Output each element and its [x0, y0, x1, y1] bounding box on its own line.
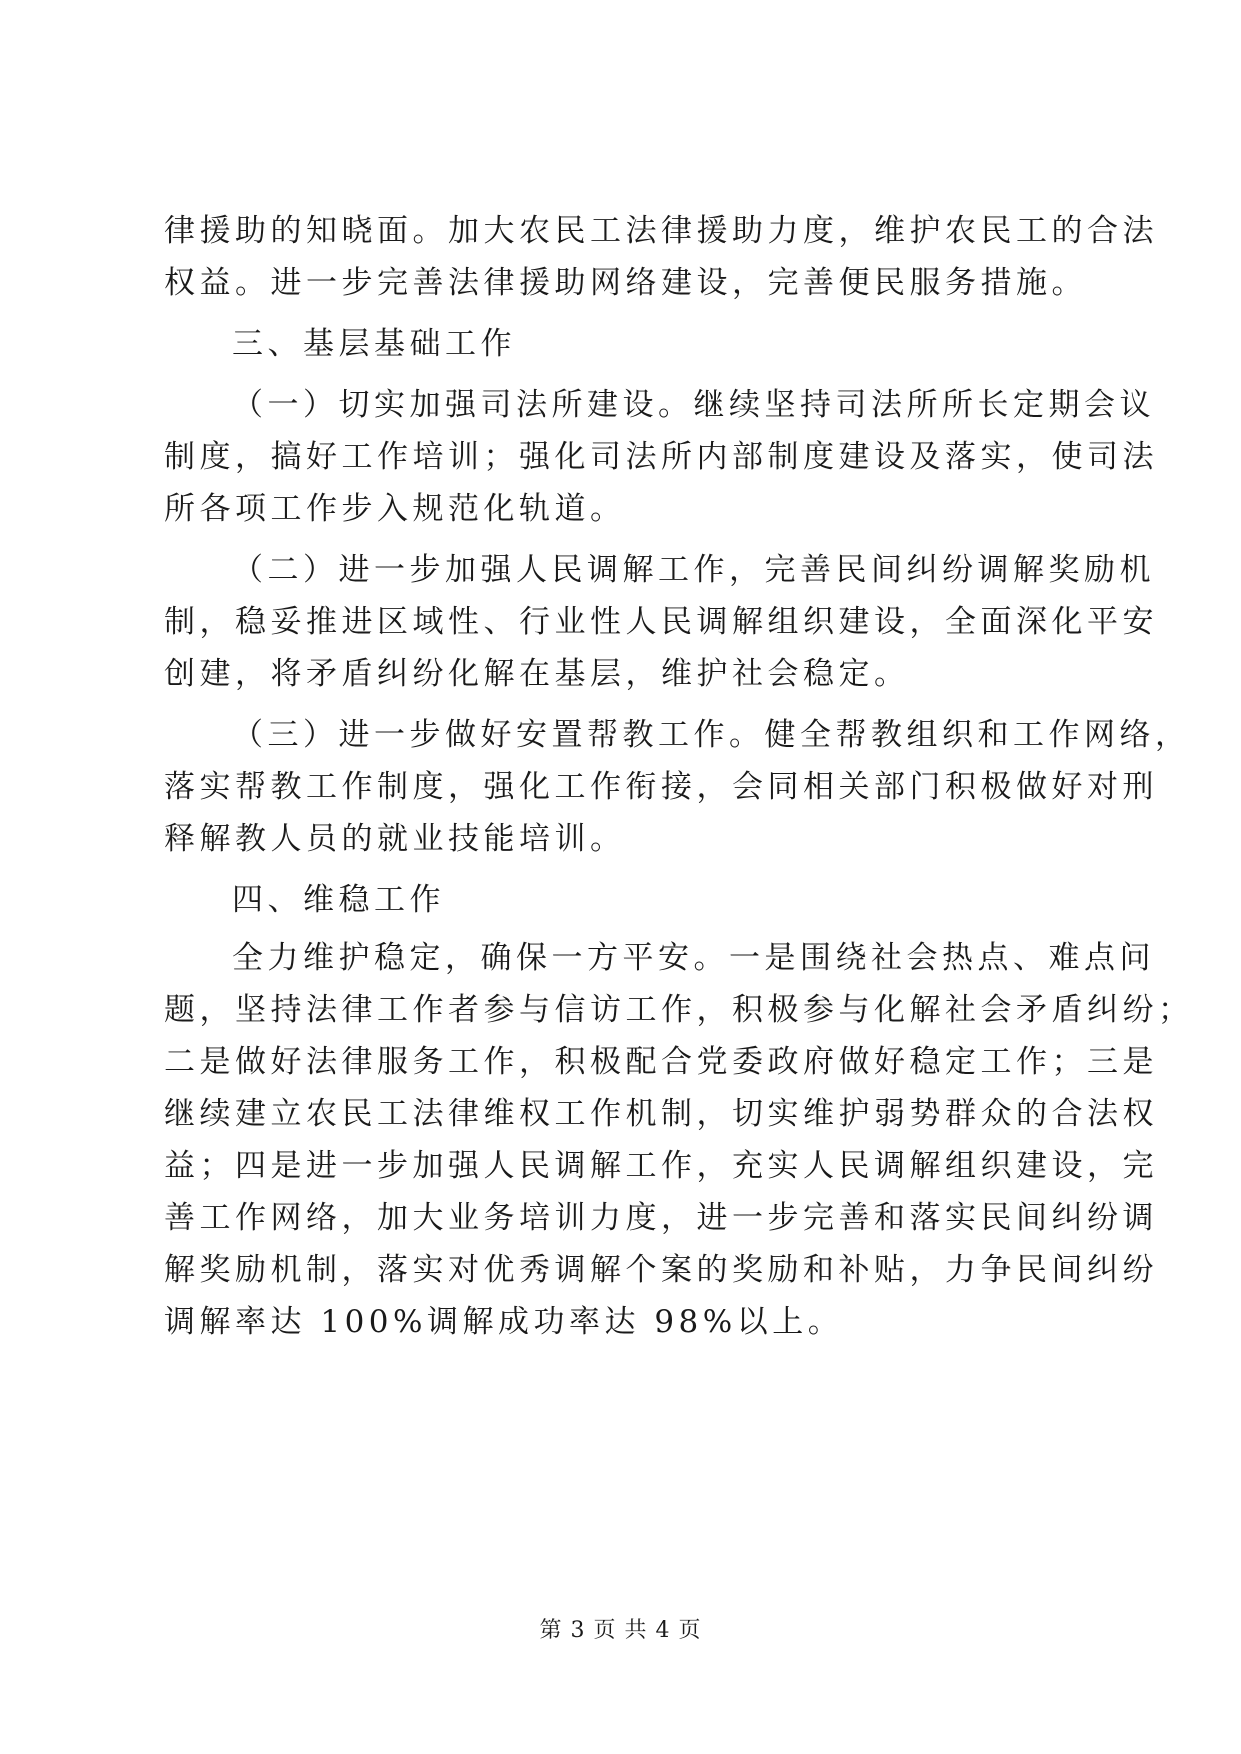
paragraph-line: 调解率达 100%调解成功率达 98%以上。: [164, 1304, 844, 1340]
paragraph-line: 题，坚持法律工作者参与信访工作，积极参与化解社会矛盾纠纷；: [164, 992, 1194, 1028]
paragraph-line: 制，稳妥推进区域性、行业性人民调解组织建设，全面深化平安: [164, 604, 1158, 640]
page-number-footer: 第 3 页 共 4 页: [539, 1618, 702, 1643]
paragraph-line: 权益。进一步完善法律援助网络建设，完善便民服务措施。: [164, 265, 1087, 301]
paragraph-line: （三）进一步做好安置帮教工作。健全帮教组织和工作网络，: [232, 717, 1191, 753]
section-heading-4: 四、维稳工作: [232, 882, 445, 918]
paragraph-line: 所各项工作步入规范化轨道。: [164, 491, 626, 527]
paragraph-line: 二是做好法律服务工作，积极配合党委政府做好稳定工作；三是: [164, 1044, 1158, 1080]
paragraph-line: 善工作网络，加大业务培训力度，进一步完善和落实民间纠纷调: [164, 1200, 1158, 1236]
paragraph-line: 解奖励机制，落实对优秀调解个案的奖励和补贴，力争民间纠纷: [164, 1252, 1158, 1288]
paragraph-line: 全力维护稳定，确保一方平安。一是围绕社会热点、难点问: [232, 940, 1155, 976]
paragraph-line: 创建，将矛盾纠纷化解在基层，维护社会稳定。: [164, 656, 910, 692]
paragraph-line: （一）切实加强司法所建设。继续坚持司法所所长定期会议: [232, 387, 1155, 423]
paragraph-line: （二）进一步加强人民调解工作，完善民间纠纷调解奖励机: [232, 552, 1155, 588]
paragraph-line: 落实帮教工作制度，强化工作衔接，会同相关部门积极做好对刑: [164, 769, 1158, 805]
paragraph-line: 继续建立农民工法律维权工作机制，切实维护弱势群众的合法权: [164, 1096, 1158, 1132]
paragraph-line: 释解教人员的就业技能培训。: [164, 821, 626, 857]
paragraph-line: 益；四是进一步加强人民调解工作，充实人民调解组织建设，完: [164, 1148, 1158, 1184]
paragraph-line: 制度，搞好工作培训；强化司法所内部制度建设及落实，使司法: [164, 439, 1158, 475]
paragraph-line: 律援助的知晓面。加大农民工法律援助力度，维护农民工的合法: [164, 213, 1158, 249]
section-heading-3: 三、基层基础工作: [232, 326, 516, 362]
